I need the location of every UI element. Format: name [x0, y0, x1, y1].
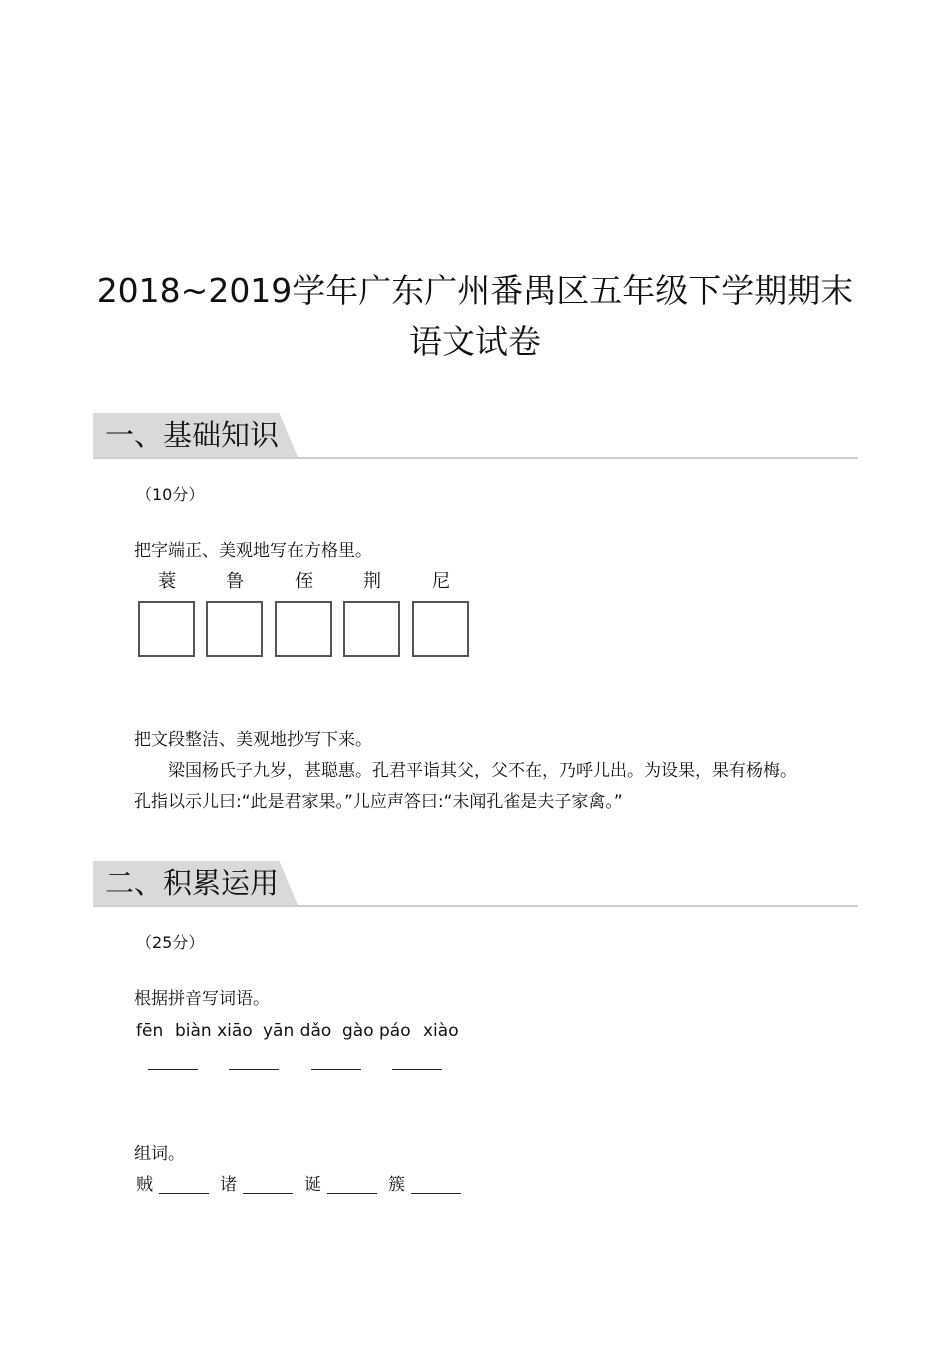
answer-blank-4[interactable]: [392, 1069, 442, 1070]
word-blank-3[interactable]: [327, 1193, 377, 1194]
word-blank-1[interactable]: [159, 1193, 209, 1194]
word-char-1: 贼: [136, 1175, 153, 1195]
section-1-divider: [93, 457, 858, 459]
pinyin-1: fēn: [136, 1021, 164, 1041]
writing-box-3[interactable]: [275, 601, 332, 657]
answer-blank-1[interactable]: [148, 1069, 198, 1070]
section-2-q2-instruction: 组词。: [134, 1144, 185, 1164]
writing-box-2[interactable]: [206, 601, 263, 657]
pinyin-4: gào páo: [342, 1021, 411, 1041]
word-blank-4[interactable]: [411, 1193, 461, 1194]
pinyin-5: xiào: [423, 1021, 459, 1041]
page-title-line1: 2018~2019学年广东广州番禺区五年级下学期期末: [96, 271, 854, 310]
word-char-3: 诞: [304, 1175, 321, 1195]
answer-blank-3[interactable]: [311, 1069, 361, 1070]
section-1-score: （10分）: [136, 485, 205, 504]
section-1-q1-instruction: 把字端正、美观地写在方格里。: [134, 541, 372, 561]
section-2-header: [93, 861, 858, 907]
pinyin-3: yān dǎo: [263, 1021, 332, 1041]
writing-box-1[interactable]: [138, 601, 195, 657]
section-2-score: （25分）: [136, 933, 205, 952]
section-1-header: [93, 413, 858, 459]
word-char-2: 诸: [220, 1175, 237, 1195]
section-2-divider: [93, 905, 858, 907]
section-1-label: 一、基础知识: [105, 418, 280, 452]
section-2-label: 二、积累运用: [105, 866, 280, 900]
grid-char-1: 蓑: [158, 571, 176, 592]
writing-box-4[interactable]: [343, 601, 400, 657]
word-blank-2[interactable]: [243, 1193, 293, 1194]
answer-blank-2[interactable]: [229, 1069, 279, 1070]
page-title-line2: 语文试卷: [409, 322, 541, 361]
section-2-q1-instruction: 根据拼音写词语。: [134, 989, 270, 1009]
passage-line-1: 梁国杨氏子九岁，甚聪惠。孔君平诣其父，父不在，乃呼儿出。为设果，果有杨梅。: [168, 761, 797, 781]
word-char-4: 簇: [388, 1175, 405, 1195]
section-1-q2-instruction: 把文段整洁、美观地抄写下来。: [134, 730, 372, 750]
grid-char-2: 鲁: [226, 571, 244, 592]
grid-char-5: 尼: [432, 571, 450, 592]
passage-line-2: 孔指以示儿曰:“此是君家果。”儿应声答曰:“未闻孔雀是夫子家禽。”: [134, 792, 623, 812]
grid-char-4: 荆: [363, 571, 381, 592]
pinyin-2: biàn xiāo: [175, 1021, 253, 1041]
grid-char-3: 侄: [295, 571, 313, 592]
writing-box-5[interactable]: [412, 601, 469, 657]
